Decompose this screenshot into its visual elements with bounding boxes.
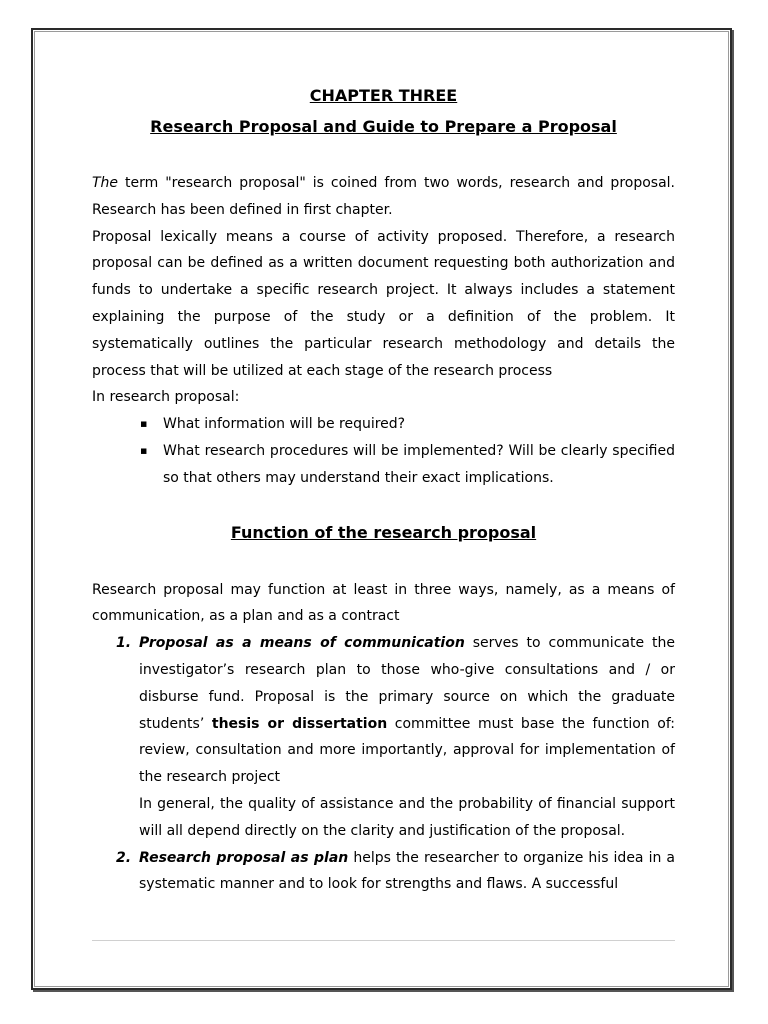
item-text: serves to communicate the investigator’s research plan to those who-give consultations and / or disburse fund. Proposal is the primary source on which the graduate students’ xyxy=(139,635,675,732)
bullet-list xyxy=(92,411,675,491)
numbered-list xyxy=(92,630,675,898)
footer-divider xyxy=(92,940,675,941)
numbered-item-2 xyxy=(116,845,675,899)
intro-paragraph-1 xyxy=(92,170,675,224)
item-number: 1. xyxy=(116,635,132,652)
item-bold-phrase: thesis or dissertation xyxy=(211,715,388,732)
intro-paragraph-1-text: term "research proposal" is coined from two words, research and proposal. Research has been defined in first chapter. xyxy=(92,175,675,218)
document-body xyxy=(92,85,675,898)
item-text: helps the researcher to organize his idea in a systematic manner and to look for strengths and flaws. A successful xyxy=(139,849,675,893)
intro-paragraph-3: In research proposal: xyxy=(92,389,240,406)
section-heading: Function of the research proposal xyxy=(230,522,537,542)
item-lead: Research proposal as plan xyxy=(139,849,349,866)
numbered-item-1 xyxy=(116,630,675,844)
chapter-heading: CHAPTER THREE xyxy=(309,86,458,105)
intro-paragraph-2: Proposal lexically means a course of activity proposed. Therefore, a research proposal can be defined as a written document requesting both authorization and funds to undertake a specific research project. It always includes a statement explaining the purpose of the study or a definition of the problem. It systematically outlines the particular research methodology and details the process that will be utilized at each stage of the research process xyxy=(92,228,675,379)
item-number: 2. xyxy=(116,849,132,866)
chapter-title: Research Proposal and Guide to Prepare a Proposal xyxy=(150,117,617,136)
function-intro-paragraph: Research proposal may function at least in three ways, namely, as a means of communication, as a plan and as a contract xyxy=(92,581,675,625)
item-extra-paragraph: In general, the quality of assistance and the probability of financial support will all depend directly on the clarity and justification of the proposal. xyxy=(139,795,675,839)
item-text-continued: committee must base the function of: review, consultation and more importantly, approval for implementation of the research project xyxy=(139,715,675,786)
bullet-item: ▪ What information will be required? xyxy=(163,411,675,438)
item-lead: Proposal as a means of communication xyxy=(139,635,465,652)
intro-lead-word: The xyxy=(92,175,119,191)
bullet-item: ▪ What research procedures will be implemented? Will be clearly specified so that others may understand their exact implications. xyxy=(163,438,675,492)
